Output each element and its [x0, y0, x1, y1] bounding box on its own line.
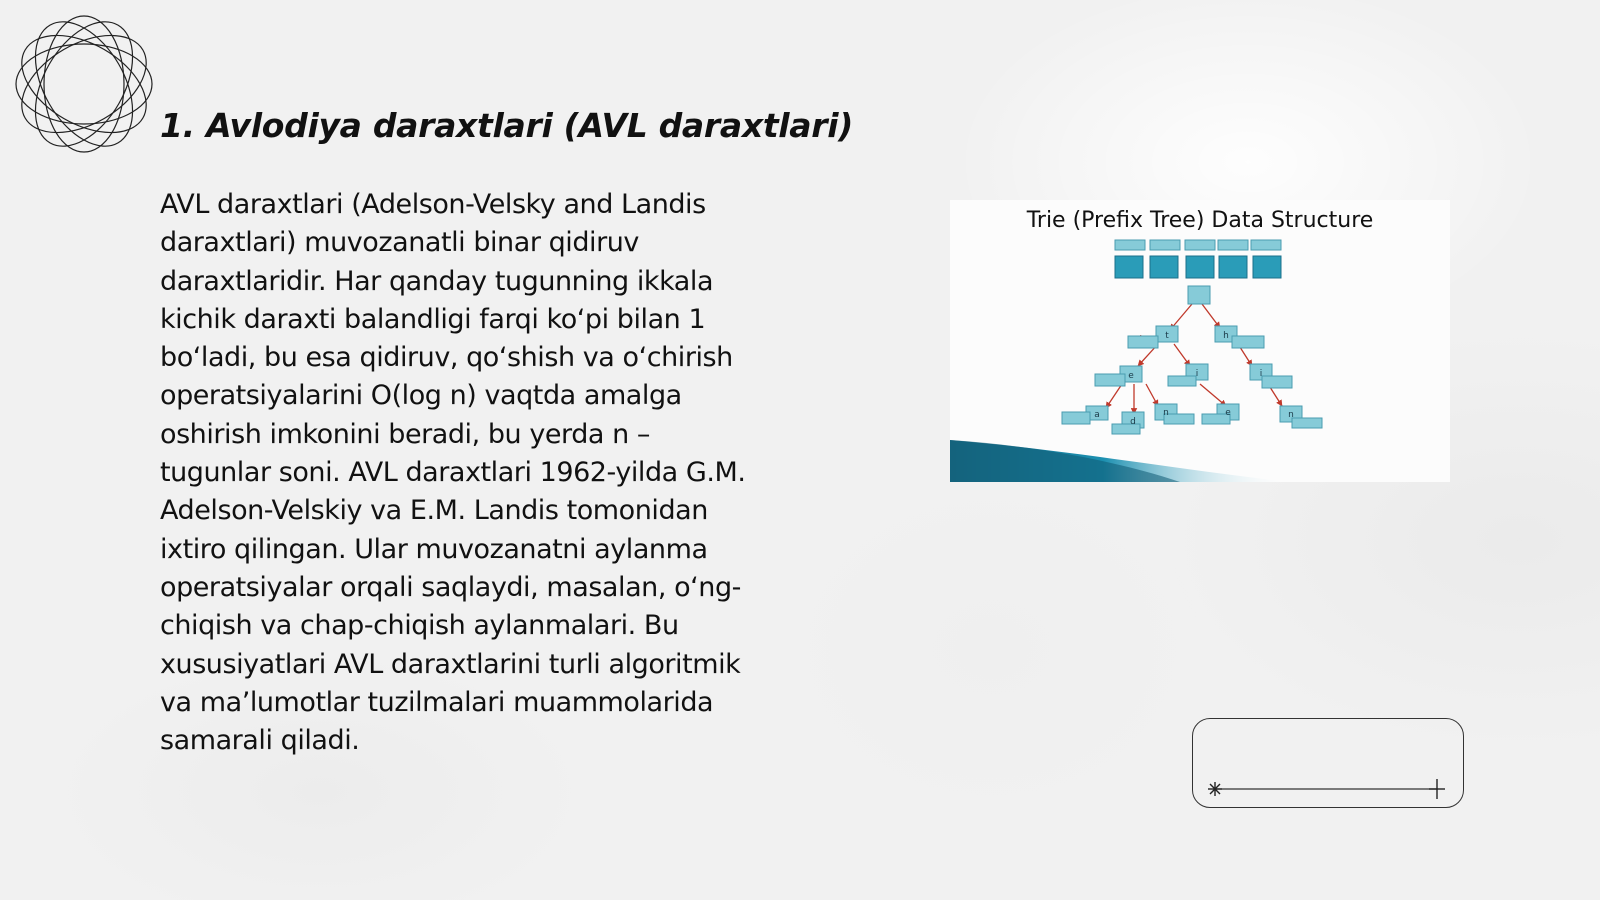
- trie-figure: [950, 200, 1450, 482]
- figure-title: Trie (Prefix Tree) Data Structure: [1026, 208, 1374, 233]
- key-row-bottom: [1115, 256, 1281, 278]
- node-label-n: n: [1163, 408, 1169, 418]
- key-row-top: [1115, 240, 1281, 250]
- decorative-swoosh: [950, 422, 1450, 482]
- body-text: AVL daraxtlari (Adelson-Velsky and Landis daraxtlari) muvozanatli binar qidiruv daraxtlaridir. Har qanday tugunning ikkala kichik daraxti balandligi farqi ko‘pi bilan 1 bo‘ladi, bu esa qidiruv, qo‘shish va o‘chirish operatsiyalarini O(log n) vaqtda amalga oshirish imkonini beradi, bu yerda n – tugunlar soni. AVL daraxtlari 1962-yilda G.M. Adelson-Velskiy va E.M. Landis tomonidan ixtiro qilingan. Ular muvozanatni aylanma operatsiyalar orqali saqlaydi, masalan, o‘ng- chiqish va chap-chiqish aylanmalari. Bu xususiyatlari AVL daraxtlarini turli algoritmik va ma’lumotlar tuzilmalari muammolarida samarali qiladi.: [160, 189, 746, 757]
- node-label-n-2: n: [1288, 410, 1294, 420]
- trie-nodes: [1062, 286, 1322, 434]
- starburst-icon: [1208, 782, 1222, 796]
- node-label-e: e: [1128, 371, 1134, 381]
- node-label-a: a: [1094, 410, 1100, 420]
- trie-edges: [1106, 304, 1282, 414]
- node-label-t: t: [1165, 331, 1169, 341]
- node-label-e-2: e: [1225, 408, 1231, 418]
- timeline-line: [1193, 719, 1465, 809]
- geometric-rosette-icon: [10, 10, 158, 158]
- node-label-i: i: [1195, 369, 1199, 379]
- slide-title: 1. Avlodiya daraxtlari (AVL daraxtlari): [160, 106, 854, 145]
- node-label-i-2: i: [1259, 369, 1263, 379]
- node-label-d: d: [1130, 417, 1136, 427]
- node-label-h: h: [1223, 331, 1229, 341]
- timeline-decoration: [1192, 718, 1464, 808]
- cross-icon: [1429, 779, 1445, 799]
